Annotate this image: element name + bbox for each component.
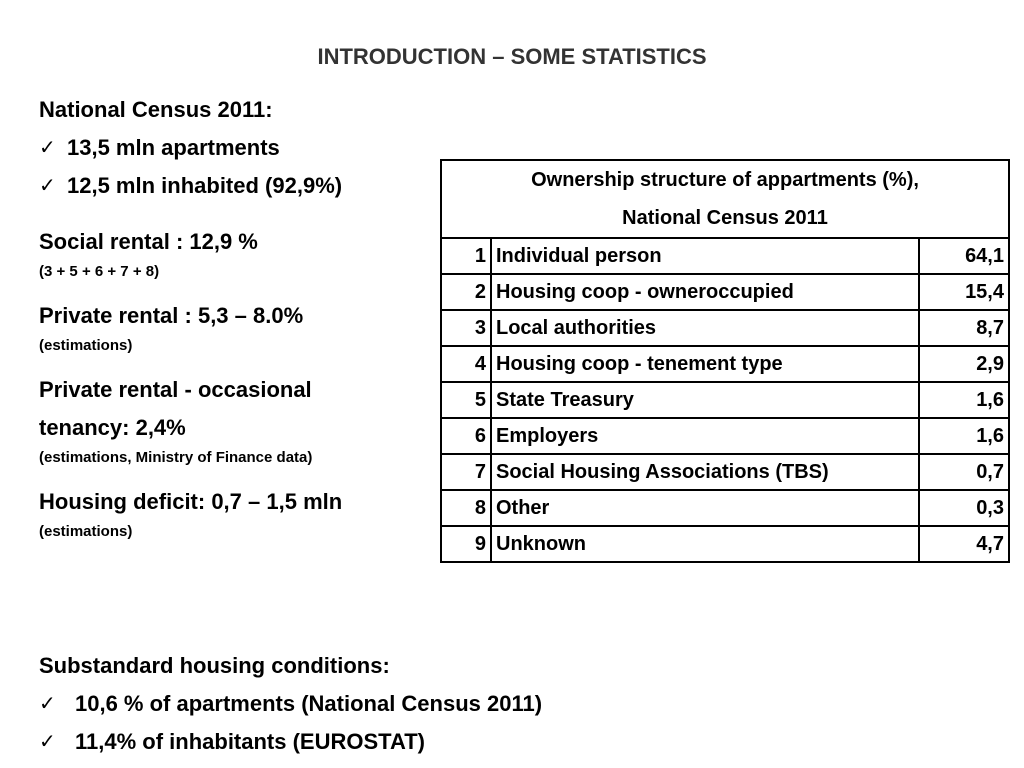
left-statistics (39, 91, 439, 557)
ownership-table (440, 159, 1010, 563)
table-row (441, 382, 1009, 418)
row-value: 15,4 (919, 274, 1009, 310)
row-value: 1,6 (919, 382, 1009, 418)
row-label: Unknown (491, 526, 919, 562)
private-rental: Private rental : 5,3 – 8.0% (39, 303, 304, 328)
table-header (441, 160, 1009, 238)
row-number: 5 (441, 382, 491, 418)
row-value: 2,9 (919, 346, 1009, 382)
row-number: 4 (441, 346, 491, 382)
table-row (441, 454, 1009, 490)
row-value: 64,1 (919, 238, 1009, 274)
table-row (441, 418, 1009, 454)
census-item-apartments (39, 129, 439, 167)
checkmark-icon: ✓ (39, 175, 56, 197)
row-value: 0,7 (919, 454, 1009, 490)
row-number: 7 (441, 454, 491, 490)
substandard-item-text: 11,4% of inhabitants (EUROSTAT) (75, 729, 425, 754)
social-rental: Social rental : 12,9 % (39, 229, 258, 254)
table-row (441, 310, 1009, 346)
checkmark-icon: ✓ (39, 693, 56, 715)
row-label: Individual person (491, 238, 919, 274)
row-label: Housing coop - owneroccupied (491, 274, 919, 310)
private-rental-note: (estimations) (39, 337, 133, 354)
slide-title: INTRODUCTION – SOME STATISTICS (317, 44, 707, 69)
housing-deficit-note: (estimations) (39, 523, 133, 540)
census-item-text: 12,5 mln inhabited (92,9%) (67, 173, 343, 198)
census-item-inhabited (39, 167, 439, 205)
row-value: 0,3 (919, 490, 1009, 526)
substandard-heading: Substandard housing conditions: (39, 653, 390, 678)
substandard-item-apartments (39, 685, 979, 723)
table-header-line1: Ownership structure of appartments (%), (531, 169, 919, 191)
substandard-item-text: 10,6 % of apartments (National Census 2011) (75, 691, 543, 716)
row-number: 3 (441, 310, 491, 346)
substandard-housing (39, 647, 979, 761)
row-label: Social Housing Associations (TBS) (491, 454, 919, 490)
table-header-row (441, 160, 1009, 238)
row-number: 8 (441, 490, 491, 526)
table-row (441, 490, 1009, 526)
table-body (441, 238, 1009, 562)
occasional-tenancy-note: (estimations, Ministry of Finance data) (39, 449, 313, 466)
row-value: 1,6 (919, 418, 1009, 454)
row-number: 6 (441, 418, 491, 454)
row-label: State Treasury (491, 382, 919, 418)
table-row (441, 274, 1009, 310)
housing-deficit: Housing deficit: 0,7 – 1,5 mln (39, 489, 343, 514)
social-rental-note: (3 + 5 + 6 + 7 + 8) (39, 263, 160, 280)
table-row (441, 346, 1009, 382)
row-number: 1 (441, 238, 491, 274)
row-number: 2 (441, 274, 491, 310)
census-heading: National Census 2011: (39, 97, 273, 122)
row-value: 8,7 (919, 310, 1009, 346)
row-label: Other (491, 490, 919, 526)
table-row (441, 238, 1009, 274)
row-value: 4,7 (919, 526, 1009, 562)
occasional-tenancy-line2: tenancy: 2,4% (39, 415, 186, 440)
census-item-text: 13,5 mln apartments (67, 135, 280, 160)
checkmark-icon: ✓ (39, 731, 56, 753)
occasional-tenancy-line1: Private rental - occasional (39, 377, 312, 402)
table-header-line2: National Census 2011 (622, 207, 828, 229)
substandard-item-inhabitants (39, 723, 979, 761)
row-label: Local authorities (491, 310, 919, 346)
row-number: 9 (441, 526, 491, 562)
table-row (441, 526, 1009, 562)
row-label: Employers (491, 418, 919, 454)
row-label: Housing coop - tenement type (491, 346, 919, 382)
checkmark-icon: ✓ (39, 137, 56, 159)
